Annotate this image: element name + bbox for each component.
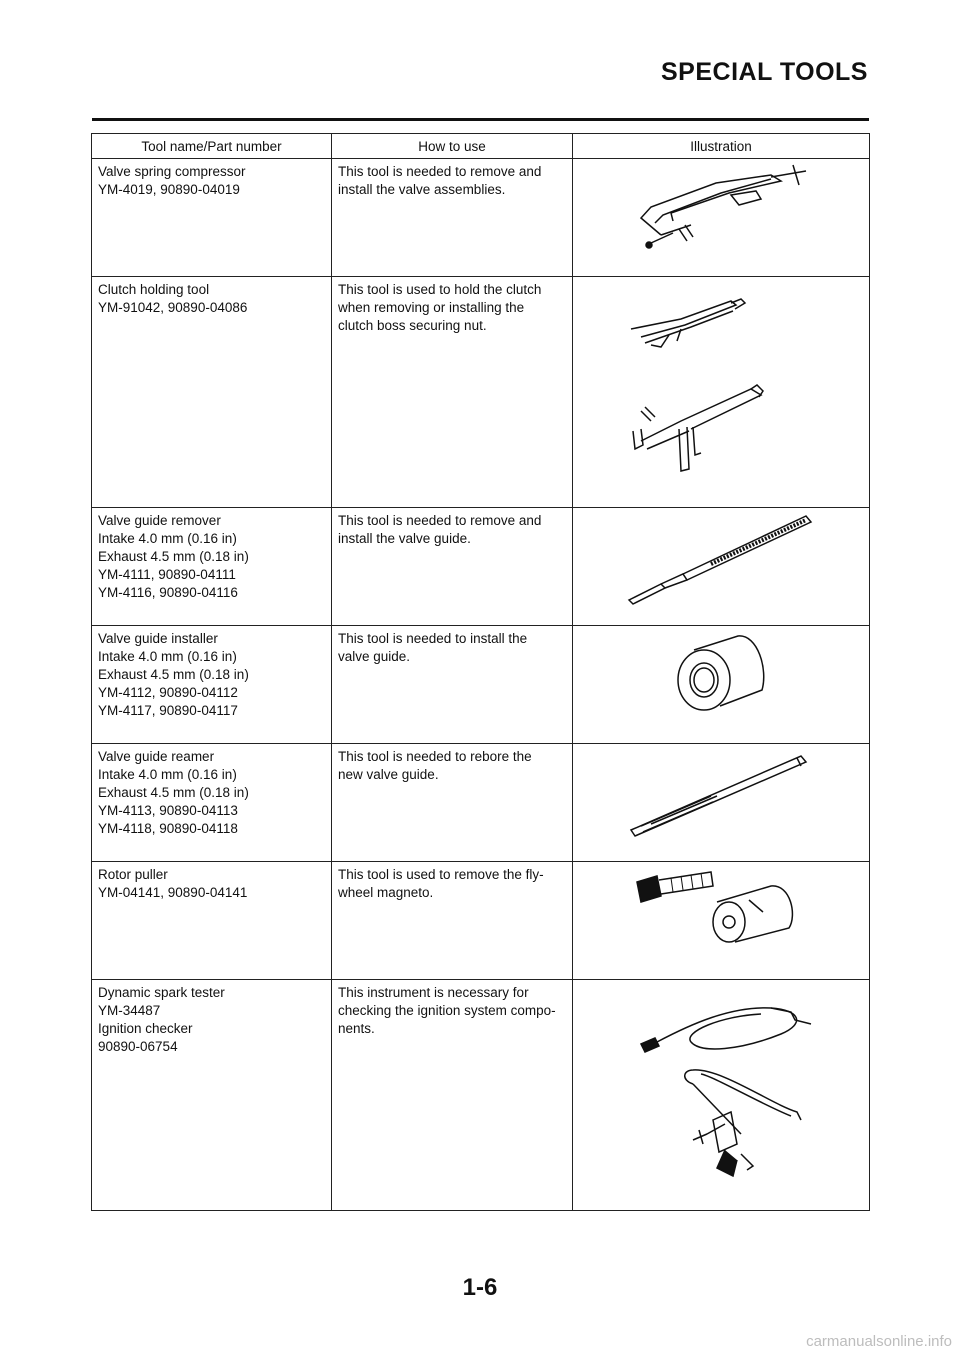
part-number: YM-4118, 90890-04118 [98,821,238,836]
tool-name: Valve guide remover [98,513,221,528]
tool-name: Rotor puller [98,867,168,882]
tool-name: Valve guide installer [98,631,218,646]
part-number: 90890-06754 [98,1039,178,1054]
illustration-cell [573,980,870,1211]
how-to-use-line: install the valve guide. [338,531,471,546]
valve-guide-reamer-icon [621,748,821,843]
how-to-use-cell [332,980,573,1211]
how-to-use-line: wheel magneto. [338,885,434,900]
illustration-cell [573,159,870,277]
tool-name-cell [92,744,332,862]
tool-name-cell [92,277,332,508]
page-title: SPECIAL TOOLS [660,58,868,86]
valve-guide-remover-icon [621,512,821,607]
clutch-holding-tool-icon [621,281,821,481]
how-to-use-line: new valve guide. [338,767,439,782]
exhaust-size: Exhaust 4.5 mm (0.18 in) [98,785,249,800]
table-row [92,277,870,508]
exhaust-size: Exhaust 4.5 mm (0.18 in) [98,549,249,564]
tool-name: Valve guide reamer [98,749,215,764]
how-to-use-line: This tool is needed to remove and [338,513,542,528]
part-number: YM-4111, 90890-04111 [98,567,236,582]
part-number: YM-4116, 90890-04116 [98,585,238,600]
how-to-use-line: valve guide. [338,649,411,664]
how-to-use-line: clutch boss securing nut. [338,318,487,333]
illustration-cell [573,508,870,626]
column-header-illustration: Illustration [573,134,870,159]
how-to-use-line: when removing or installing the [338,300,525,315]
how-to-use-cell [332,626,573,744]
tool-name-cell [92,508,332,626]
rotor-puller-icon [631,866,811,946]
how-to-use-line: This tool is needed to rebore the [338,749,532,764]
valve-guide-installer-icon [666,630,776,720]
table-row [92,626,870,744]
part-number: YM-34487 [98,1003,161,1018]
how-to-use-line: This instrument is necessary for [338,985,529,1000]
tool-name-cell [92,980,332,1211]
how-to-use-cell [332,277,573,508]
how-to-use-line: This tool is needed to install the [338,631,528,646]
watermark: carmanualsonline.info [806,1333,952,1350]
how-to-use-line: nents. [338,1021,375,1036]
how-to-use-cell [332,862,573,980]
part-number: YM-04141, 90890-04141 [98,885,248,900]
how-to-use-cell [332,159,573,277]
how-to-use-line: This tool is used to hold the clutch [338,282,542,297]
tool-name: Dynamic spark tester [98,985,225,1000]
table-row [92,744,870,862]
page-number: 1-6 [462,1274,498,1301]
table-row [92,862,870,980]
part-number: YM-4019, 90890-04019 [98,182,240,197]
illustration-cell [573,626,870,744]
special-tools-table [91,133,870,1211]
illustration-cell [573,744,870,862]
tool-name: Valve spring compressor [98,164,246,179]
column-header-tool-name: Tool name/Part number [92,134,332,159]
part-number: YM-4113, 90890-04113 [98,803,238,818]
how-to-use-line: checking the ignition system compo- [338,1003,556,1018]
part-number: YM-4117, 90890-04117 [98,703,238,718]
table-header-row [92,134,870,159]
how-to-use-cell [332,508,573,626]
tool-name: Clutch holding tool [98,282,210,297]
how-to-use-cell [332,744,573,862]
part-number: YM-91042, 90890-04086 [98,300,248,315]
valve-spring-compressor-icon [621,163,821,253]
intake-size: Intake 4.0 mm (0.16 in) [98,767,237,782]
how-to-use-line: This tool is needed to remove and [338,164,542,179]
intake-size: Intake 4.0 mm (0.16 in) [98,649,237,664]
tool-name-cell [92,862,332,980]
part-number: YM-4112, 90890-04112 [98,685,238,700]
illustration-cell [573,277,870,508]
intake-size: Intake 4.0 mm (0.16 in) [98,531,237,546]
title-rule [92,118,869,121]
column-header-how-to-use: How to use [332,134,573,159]
tool-name: Ignition checker [98,1021,193,1036]
spark-tester-icon [621,984,821,1189]
table-row [92,508,870,626]
illustration-cell [573,862,870,980]
tool-name-cell [92,626,332,744]
tool-name-cell [92,159,332,277]
exhaust-size: Exhaust 4.5 mm (0.18 in) [98,667,249,682]
how-to-use-line: install the valve assemblies. [338,182,506,197]
how-to-use-line: This tool is used to remove the fly- [338,867,544,882]
table-row [92,159,870,277]
table-row [92,980,870,1211]
